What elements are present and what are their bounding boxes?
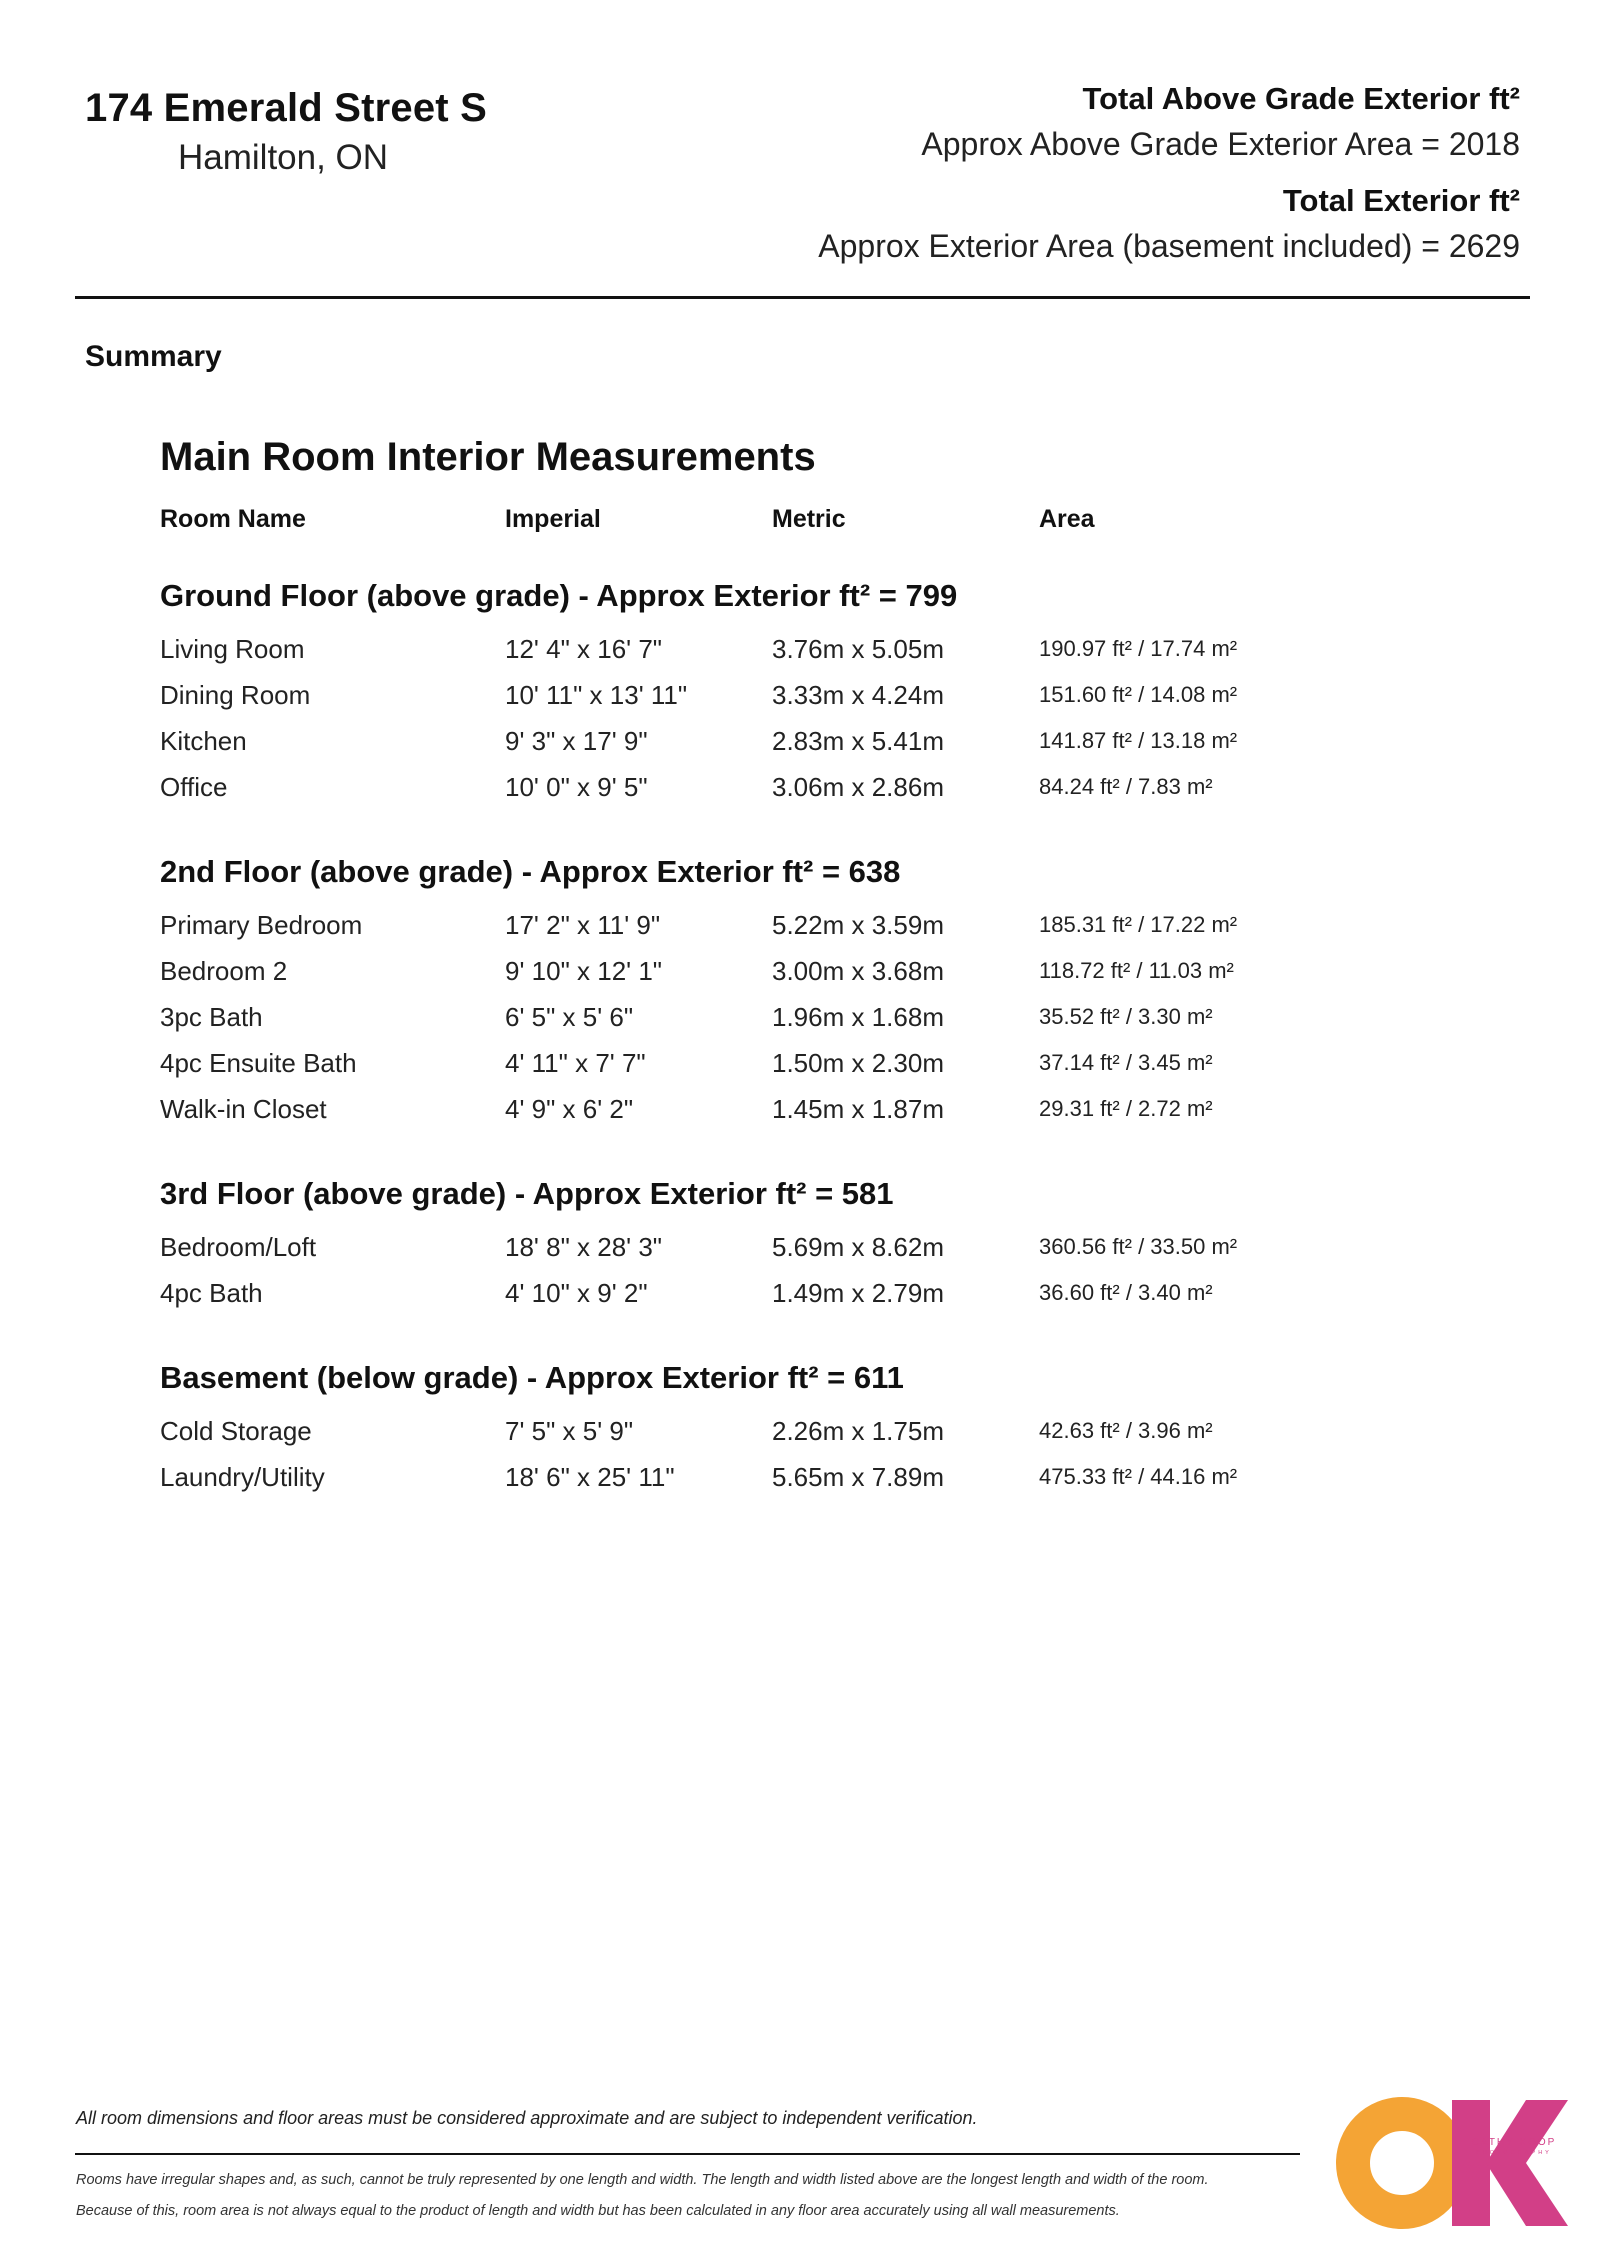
room-name: Kitchen xyxy=(160,726,247,756)
room-imperial: 12' 4" x 16' 7" xyxy=(505,634,663,664)
room-name: Laundry/Utility xyxy=(160,1462,325,1492)
room-metric: 1.49m x 2.79m xyxy=(772,1278,944,1308)
room-imperial: 9' 3" x 17' 9" xyxy=(505,726,648,756)
room-area: 36.60 ft² / 3.40 m² xyxy=(1039,1280,1213,1305)
col-imperial: Imperial xyxy=(505,505,601,533)
room-area: 42.63 ft² / 3.96 m² xyxy=(1039,1418,1213,1443)
table-row xyxy=(160,1224,1360,1270)
total-exterior-title: Total Exterior ft² xyxy=(1282,183,1520,218)
room-area: 84.24 ft² / 7.83 m² xyxy=(1039,774,1213,799)
room-metric: 5.69m x 8.62m xyxy=(772,1232,944,1262)
room-area: 29.31 ft² / 2.72 m² xyxy=(1039,1096,1213,1121)
room-area: 360.56 ft² / 33.50 m² xyxy=(1039,1234,1238,1259)
exterior-totals xyxy=(818,78,1520,270)
room-area: 141.87 ft² / 13.18 m² xyxy=(1039,728,1238,753)
floor-section-ground xyxy=(160,574,1360,810)
room-area: 37.14 ft² / 3.45 m² xyxy=(1039,1050,1213,1075)
room-area: 475.33 ft² / 44.16 m² xyxy=(1039,1464,1238,1489)
footer-note-line-2: Because of this, room area is not always equal to the product of length and width but has been calculated in any floor area accurately using all wall measurements. xyxy=(76,2203,1120,2219)
room-metric: 2.83m x 5.41m xyxy=(772,726,944,756)
table-row xyxy=(160,1040,1360,1086)
room-area: 185.31 ft² / 17.22 m² xyxy=(1039,912,1238,937)
measurements-title: Main Room Interior Measurements xyxy=(160,435,816,479)
above-grade-title: Total Above Grade Exterior ft² xyxy=(1082,81,1520,116)
footer-note-line-1: Rooms have irregular shapes and, as such, cannot be truly represented by one length and width. The length and width listed above are the longest length and width of the room. xyxy=(76,2172,1209,2188)
floor-title: Ground Floor (above grade) - Approx Exterior ft² = 799 xyxy=(160,578,958,613)
logo-name: CATHY KOOP xyxy=(1471,2137,1557,2148)
room-name: 3pc Bath xyxy=(160,1002,263,1032)
room-metric: 2.26m x 1.75m xyxy=(772,1416,944,1446)
floor-section-basement xyxy=(160,1356,1360,1500)
room-metric: 1.50m x 2.30m xyxy=(772,1048,944,1078)
room-name: Living Room xyxy=(160,634,305,664)
room-imperial: 18' 8" x 28' 3" xyxy=(505,1232,663,1262)
floor-title: 3rd Floor (above grade) - Approx Exterior ft² = 581 xyxy=(160,1176,894,1211)
room-name: 4pc Bath xyxy=(160,1278,263,1308)
table-row xyxy=(160,1454,1360,1500)
room-area: 190.97 ft² / 17.74 m² xyxy=(1039,636,1238,661)
col-metric: Metric xyxy=(772,505,846,533)
floor-section-2nd xyxy=(160,850,1360,1132)
column-headers xyxy=(160,496,1360,574)
footer-divider xyxy=(75,2153,1300,2155)
floor-title: Basement (below grade) - Approx Exterior ft² = 611 xyxy=(160,1360,904,1395)
room-imperial: 7' 5" x 5' 9" xyxy=(505,1416,634,1446)
room-name: Primary Bedroom xyxy=(160,910,363,940)
footer-disclaimer: All room dimensions and floor areas must be considered approximate and are subject to independent verification. xyxy=(76,2108,978,2128)
table-row xyxy=(160,1086,1360,1132)
cathy-koop-logo xyxy=(1336,2097,1568,2229)
room-metric: 5.22m x 3.59m xyxy=(772,910,944,940)
floor-section-3rd xyxy=(160,1172,1360,1316)
above-grade-value: Approx Above Grade Exterior Area = 2018 xyxy=(921,126,1520,162)
room-imperial: 4' 11" x 7' 7" xyxy=(505,1048,646,1078)
room-metric: 1.45m x 1.87m xyxy=(772,1094,944,1124)
room-metric: 1.96m x 1.68m xyxy=(772,1002,944,1032)
table-row xyxy=(160,902,1360,948)
room-imperial: 10' 0" x 9' 5" xyxy=(505,772,648,802)
table-row xyxy=(160,672,1360,718)
room-imperial: 6' 5" x 5' 6" xyxy=(505,1002,634,1032)
logo-tagline: PHOTOGRAPHY xyxy=(1476,2150,1552,2156)
room-imperial: 9' 10" x 12' 1" xyxy=(505,956,663,986)
room-name: Office xyxy=(160,772,228,802)
room-imperial: 4' 10" x 9' 2" xyxy=(505,1278,648,1308)
total-exterior-value: Approx Exterior Area (basement included) = 2629 xyxy=(818,228,1520,264)
room-area: 118.72 ft² / 11.03 m² xyxy=(1039,958,1234,983)
col-area: Area xyxy=(1039,505,1095,533)
room-area: 35.52 ft² / 3.30 m² xyxy=(1039,1004,1213,1029)
room-name: Bedroom 2 xyxy=(160,956,288,986)
property-city: Hamilton, ON xyxy=(178,138,389,177)
room-name: Cold Storage xyxy=(160,1416,312,1446)
col-room-name: Room Name xyxy=(160,505,306,533)
table-row xyxy=(160,994,1360,1040)
logo-k-shape xyxy=(1452,2100,1568,2226)
room-name: Bedroom/Loft xyxy=(160,1232,317,1262)
room-metric: 3.00m x 3.68m xyxy=(772,956,944,986)
logo-o-shape xyxy=(1353,2114,1451,2212)
floor-title: 2nd Floor (above grade) - Approx Exterior ft² = 638 xyxy=(160,854,901,889)
room-area: 151.60 ft² / 14.08 m² xyxy=(1039,682,1238,707)
table-row xyxy=(160,626,1360,672)
room-metric: 3.76m x 5.05m xyxy=(772,634,944,664)
table-row xyxy=(160,1270,1360,1316)
property-street: 174 Emerald Street S xyxy=(85,86,487,130)
table-row xyxy=(160,718,1360,764)
room-name: Walk-in Closet xyxy=(160,1094,327,1124)
room-metric: 5.65m x 7.89m xyxy=(772,1462,944,1492)
table-row xyxy=(160,1408,1360,1454)
room-imperial: 10' 11" x 13' 11" xyxy=(505,680,688,710)
room-name: Dining Room xyxy=(160,680,311,710)
room-imperial: 4' 9" x 6' 2" xyxy=(505,1094,634,1124)
room-imperial: 18' 6" x 25' 11" xyxy=(505,1462,675,1492)
summary-heading: Summary xyxy=(85,340,222,373)
room-imperial: 17' 2" x 11' 9" xyxy=(505,910,661,940)
table-row xyxy=(160,764,1360,810)
room-name: 4pc Ensuite Bath xyxy=(160,1048,357,1078)
table-row xyxy=(160,948,1360,994)
room-metric: 3.33m x 4.24m xyxy=(772,680,944,710)
measurements-section xyxy=(160,432,1360,1500)
header-divider xyxy=(75,296,1530,299)
room-metric: 3.06m x 2.86m xyxy=(772,772,944,802)
